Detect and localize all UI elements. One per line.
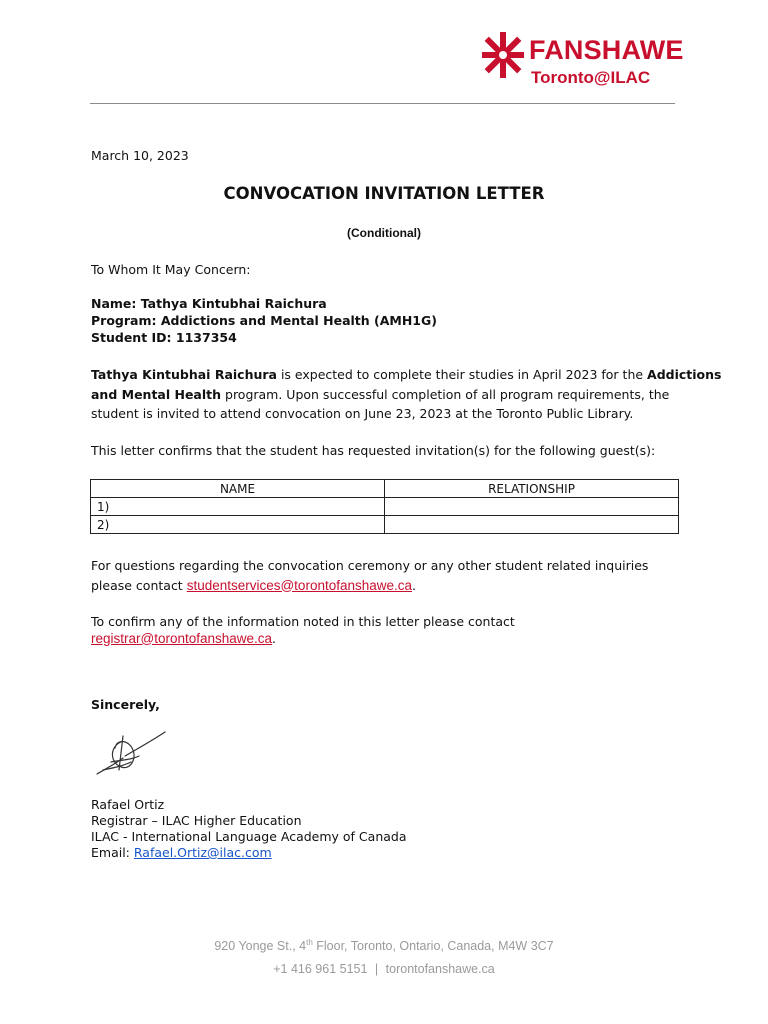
registrar-email-link[interactable]: registrar@torontofanshawe.ca — [91, 630, 273, 646]
signature-image — [93, 730, 169, 780]
fanshawe-logo-icon — [480, 30, 526, 80]
brand-name: FANSHAWE — [529, 35, 684, 65]
convocation-details: student is invited to attend convocation on June 23, 2023 at the Toronto Public Library. — [91, 406, 634, 421]
header-divider — [90, 103, 675, 104]
confirm-suffix: . — [272, 630, 277, 646]
student-services-email-link[interactable]: studentservices@torontofanshawe.ca — [186, 577, 413, 593]
letter-subtitle: (Conditional) — [347, 226, 421, 240]
footer-address — [0, 939, 768, 953]
student-program-line: Program: Addictions and Mental Health (AMH1G) — [91, 313, 437, 328]
student-info — [91, 296, 437, 347]
letter-date: March 10, 2023 — [91, 148, 189, 163]
guest-relationship-cell — [385, 498, 679, 516]
footer-address-part1: 920 Yonge St., 4 — [214, 939, 307, 953]
signer-organization: ILAC - International Language Academy of Canada — [91, 829, 407, 844]
completion-paragraph — [91, 365, 722, 424]
brand-subtitle: Toronto@ILAC — [531, 68, 651, 87]
signer-email-label: Email: — [91, 845, 134, 860]
footer-address-sup: th — [306, 937, 313, 947]
column-header-name: NAME — [91, 480, 385, 498]
footer-contact — [0, 962, 768, 976]
salutation: To Whom It May Concern: — [91, 262, 251, 277]
guest-relationship-cell — [385, 516, 679, 534]
student-id-line: Student ID: 1137354 — [91, 330, 237, 345]
student-name-bold: Tathya Kintubhai Raichura — [91, 367, 277, 382]
questions-suffix: . — [412, 577, 416, 593]
completion-text-cont: program. Upon successful completion of all program requirements, the — [221, 386, 670, 402]
footer-phone: +1 416 961 5151 — [273, 962, 368, 976]
column-header-relationship: RELATIONSHIP — [385, 480, 679, 498]
closing: Sincerely, — [91, 697, 160, 712]
letter-title: CONVOCATION INVITATION LETTER — [223, 184, 545, 203]
table-row — [91, 498, 679, 516]
confirm-text: To confirm any of the information noted in this letter please contact — [91, 614, 515, 629]
questions-text: For questions regarding the convocation ceremony or any other student related inquiries — [91, 558, 649, 573]
signer-block — [91, 797, 407, 861]
signer-title: Registrar – ILAC Higher Education — [91, 813, 302, 828]
guest-table — [90, 479, 679, 534]
guest-request-text: This letter confirms that the student has requested invitation(s) for the following guest(s): — [91, 443, 656, 458]
questions-prefix: please contact — [91, 577, 187, 593]
questions-paragraph — [91, 556, 681, 595]
completion-text: is expected to complete their studies in April 2023 for the — [276, 367, 648, 382]
program-name-bold-cont: and Mental Health — [91, 386, 222, 402]
program-name-bold: Addictions — [647, 367, 722, 382]
table-header-row — [91, 480, 679, 498]
student-name-line: Name: Tathya Kintubhai Raichura — [91, 296, 327, 311]
guest-name-cell: 1) — [91, 498, 385, 516]
footer-website: torontofanshawe.ca — [385, 962, 495, 976]
guest-name-cell: 2) — [91, 516, 385, 534]
footer-separator: | — [374, 962, 379, 976]
table-row — [91, 516, 679, 534]
confirm-paragraph — [91, 612, 681, 648]
footer-address-part2: Floor, Toronto, Ontario, Canada, M4W 3C7 — [312, 939, 554, 953]
signer-name: Rafael Ortiz — [91, 797, 165, 812]
signer-email-link[interactable]: Rafael.Ortiz@ilac.com — [133, 845, 272, 860]
